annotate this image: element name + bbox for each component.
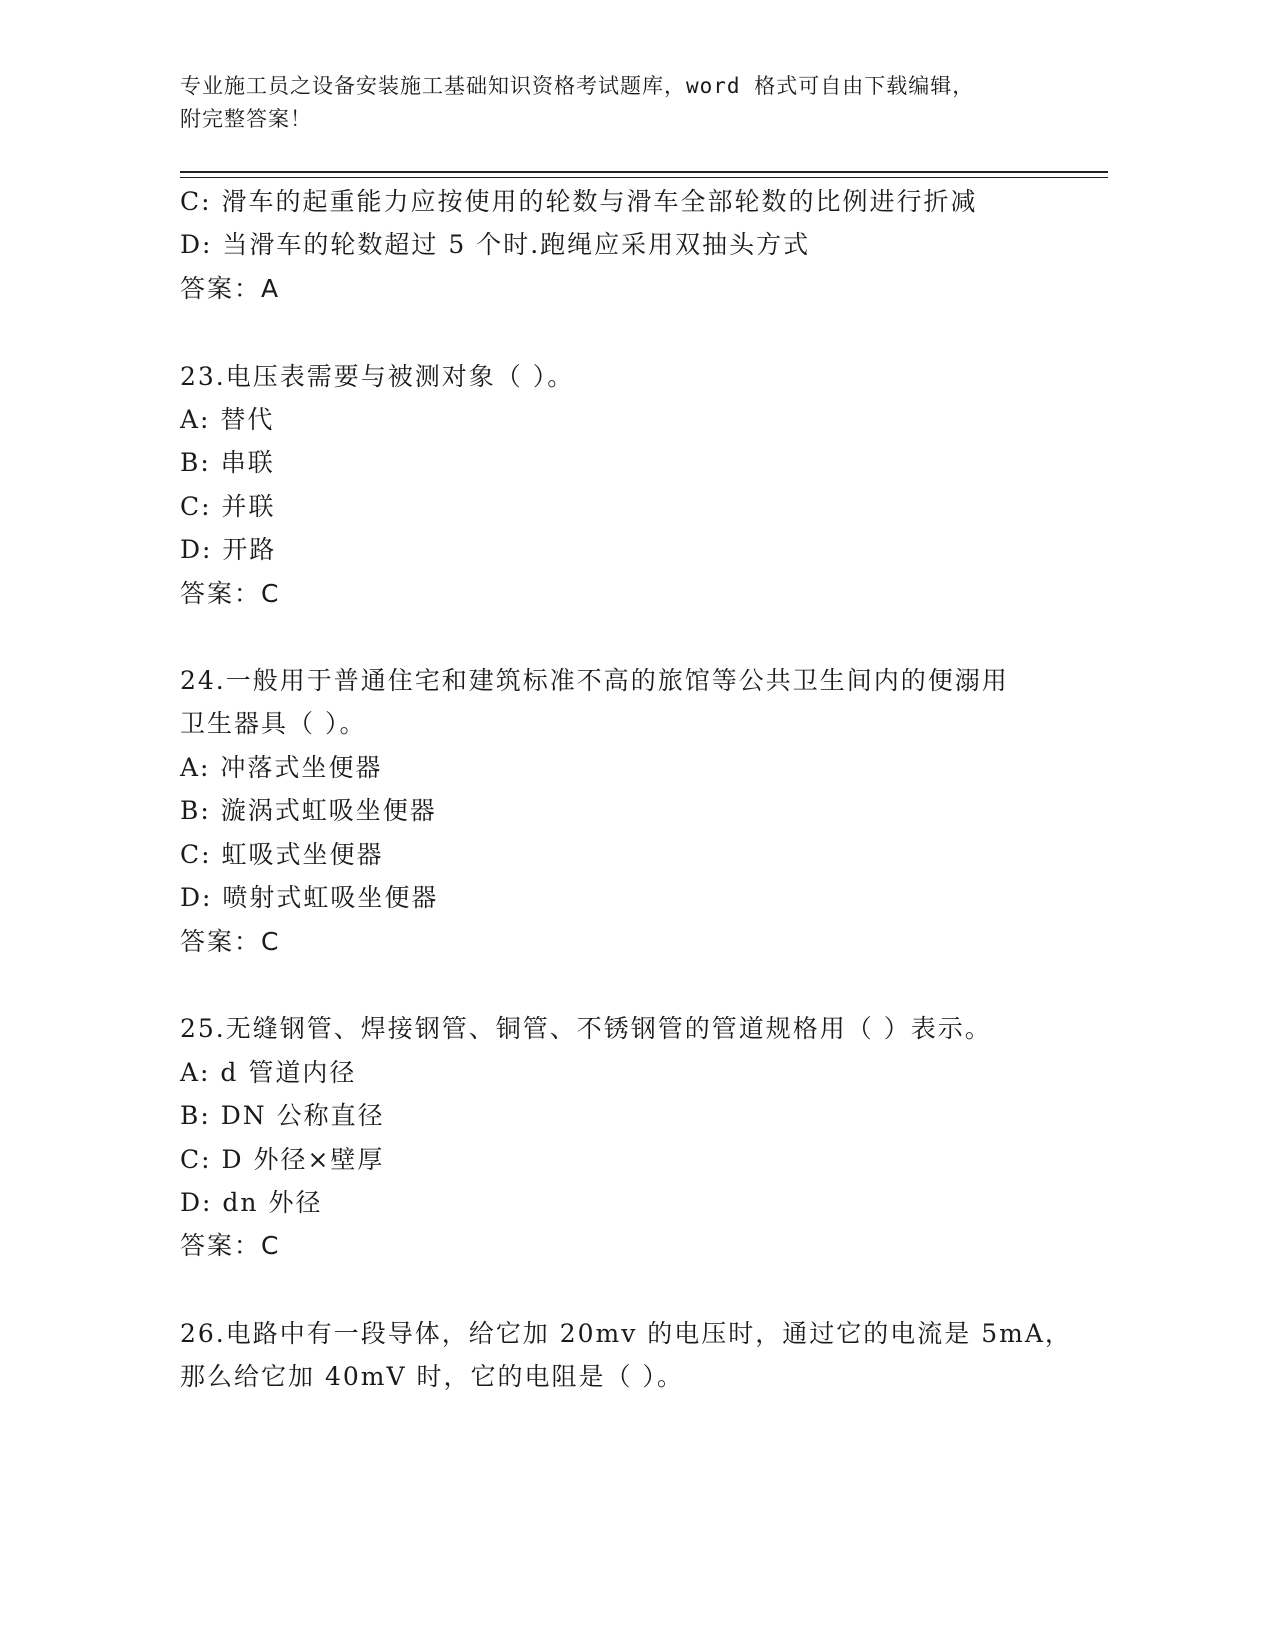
header-divider-thick — [180, 171, 1108, 173]
q24-option-c: C: 虹吸式坐便器 — [180, 840, 384, 869]
q24-stem-line-2: 卫生器具（ ）。 — [180, 709, 367, 738]
header-line-1: 专业施工员之设备安装施工基础知识资格考试题库，word 格式可自由下载编辑， — [180, 74, 975, 98]
q25-option-c: C: D 外径×壁厚 — [180, 1145, 385, 1174]
q23-answer: 答案：C — [180, 579, 281, 608]
q23-option-a: A: 替代 — [180, 405, 275, 434]
q23-stem: 23.电压表需要与被测对象（ ）。 — [180, 362, 575, 391]
prev-option-d: D: 当滑车的轮数超过 5 个时.跑绳应采用双抽头方式 — [180, 230, 811, 259]
header-line-2: 附完整答案！ — [180, 107, 312, 131]
header-divider-thin — [180, 177, 1108, 178]
q23-option-b: B: 串联 — [180, 448, 275, 477]
prev-option-c: C: 滑车的起重能力应按使用的轮数与滑车全部轮数的比例进行折减 — [180, 187, 978, 216]
q24-stem-line-1: 24.一般用于普通住宅和建筑标准不高的旅馆等公共卫生间内的便溺用 — [180, 666, 1009, 695]
q26-stem-line-2: 那么给它加 40mV 时，它的电阻是（ ）。 — [180, 1362, 684, 1391]
document-header — [180, 70, 1060, 136]
q24-option-b: B: 漩涡式虹吸坐便器 — [180, 796, 437, 825]
q26-stem-line-1: 26.电路中有一段导体，给它加 20mv 的电压时，通过它的电流是 5mA， — [180, 1319, 1072, 1348]
q25-option-b: B: DN 公称直径 — [180, 1101, 385, 1130]
q24-option-a: A: 冲落式坐便器 — [180, 753, 383, 782]
q24-option-d: D: 喷射式虹吸坐便器 — [180, 883, 439, 912]
prev-answer: 答案：A — [180, 274, 281, 303]
q25-answer: 答案：C — [180, 1231, 281, 1260]
q25-stem: 25.无缝钢管、焊接钢管、铜管、不锈钢管的管道规格用（ ）表示。 — [180, 1014, 992, 1043]
q23-option-c: C: 并联 — [180, 492, 276, 521]
q25-option-a: A: d 管道内径 — [180, 1058, 357, 1087]
q25-option-d: D: dn 外径 — [180, 1188, 323, 1217]
q23-option-d: D: 开路 — [180, 535, 277, 564]
q24-answer: 答案：C — [180, 927, 281, 956]
